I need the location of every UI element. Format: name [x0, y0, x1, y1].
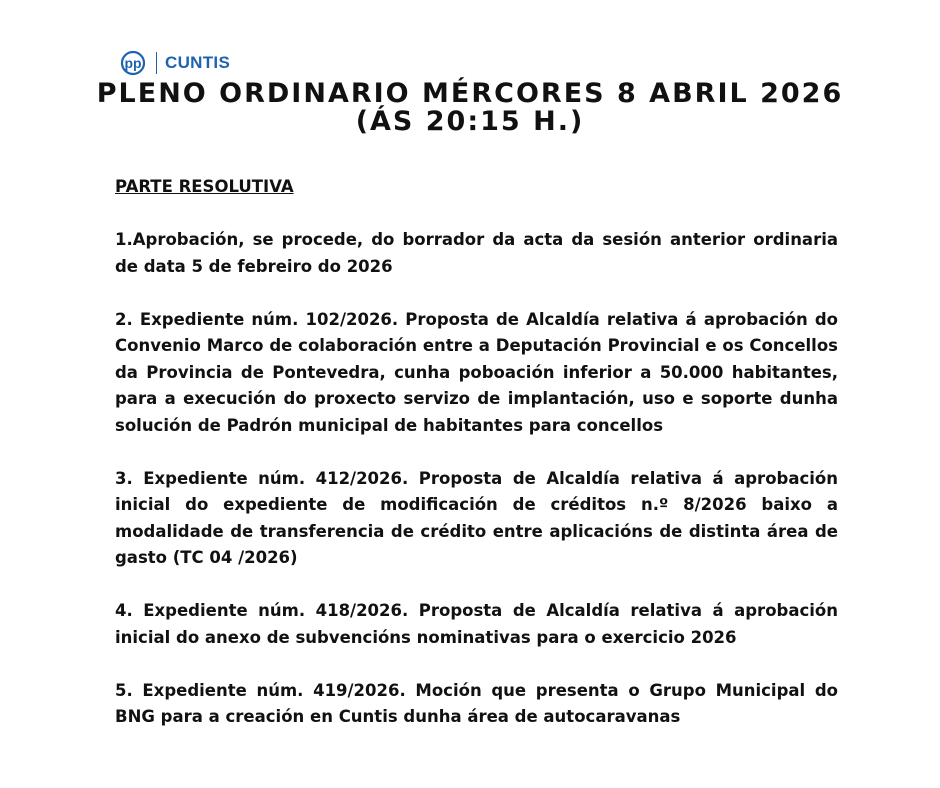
agenda-item-5: 5. Expediente núm. 419/2026. Moción que presenta o Grupo Municipal do BNG para a creación en Cuntis dunha área de autocaravanas [115, 680, 838, 726]
logo-divider [156, 52, 157, 74]
pp-logo-icon [116, 51, 150, 75]
page-title [60, 80, 880, 136]
agenda-body [115, 174, 838, 731]
svg-text:pp: pp [124, 55, 142, 71]
title-line-2: (ÁS 20:15 H.) [355, 106, 585, 137]
title-line-1: PLENO ORDINARIO MÉRCORES 8 ABRIL 2026 [96, 78, 844, 109]
section-heading: PARTE RESOLUTIVA [115, 177, 294, 196]
agenda-item-1: 1.Aprobación, se procede, do borrador da acta da sesión anterior ordinaria de data 5 de febreiro do 2026 [115, 230, 838, 276]
agenda-item-3: 3. Expediente núm. 412/2026. Proposta de Alcaldía relativa á aprobación inicial do expediente de modificación de créditos n.º 8/2026 baixo a modalidade de transferencia de crédito entre aplicacións de distinta área de gasto (TC 04 /2026) [115, 468, 838, 567]
agenda-item-4: 4. Expediente núm. 418/2026. Proposta de Alcaldía relativa á aprobación inicial do anexo de subvencións nominativas para o exercicio 2026 [115, 601, 838, 647]
agenda-item-2: 2. Expediente núm. 102/2026. Proposta de Alcaldía relativa á aprobación do Convenio Marco de colaboración entre a Deputación Provincial e os Concellos da Provincia de Pontevedra, cunha poboación inferior a 50.000 habitantes, para a execución do proxecto servizo de implantación, uso e soporte dunha solución de Padrón municipal de habitantes para concellos [115, 309, 838, 435]
logo-text: CUNTIS [165, 53, 231, 72]
party-logo [116, 49, 230, 77]
